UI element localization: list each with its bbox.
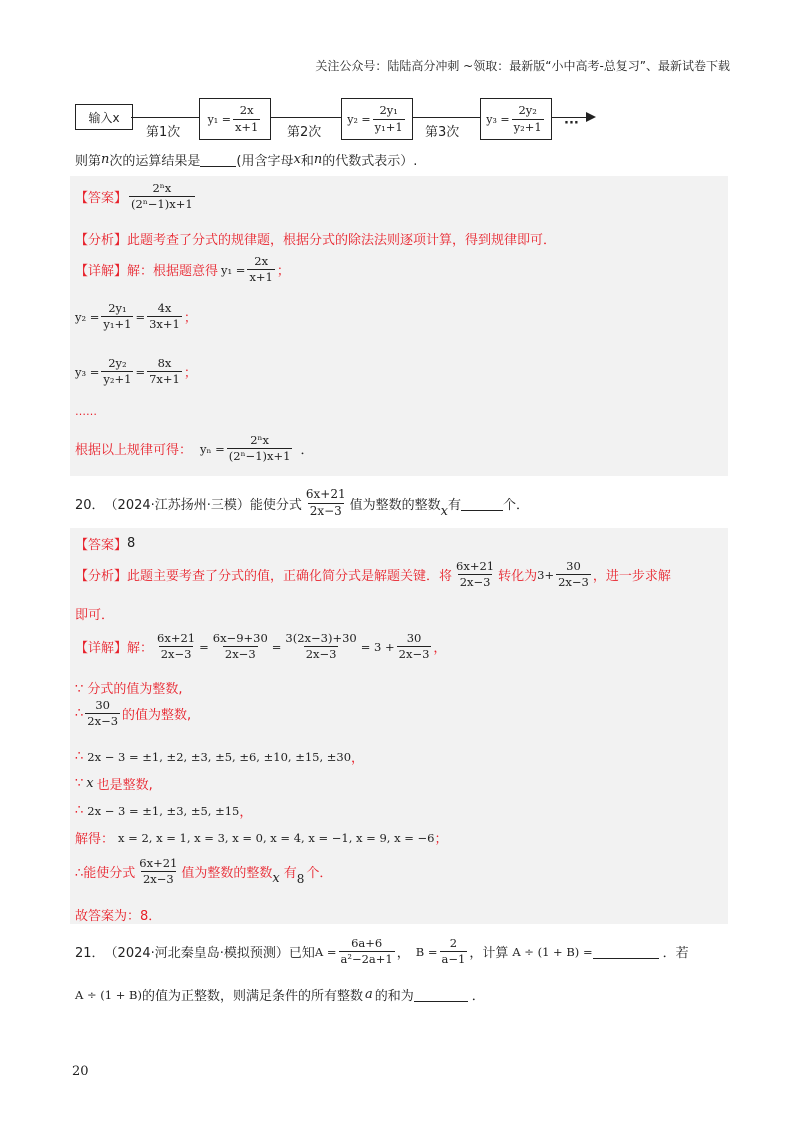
q21-mid: ，计算 bbox=[469, 946, 509, 962]
step-label-3: 第3次 bbox=[425, 125, 460, 140]
q20-question bbox=[75, 488, 529, 519]
q20-tail-b: 有 bbox=[448, 497, 462, 513]
d-num1: 6x+21 bbox=[157, 631, 196, 645]
q19-var-x: x bbox=[293, 152, 301, 167]
d-eq3: = 3 + bbox=[360, 639, 395, 654]
answer-blank[interactable] bbox=[200, 152, 236, 167]
y3-equation bbox=[75, 357, 197, 386]
box3-num: 2y₂ bbox=[518, 103, 537, 118]
d-eq2: = bbox=[271, 639, 282, 654]
l7-den: 2x−3 bbox=[142, 872, 174, 887]
q21-var-a: a bbox=[364, 987, 373, 1002]
d-num4: 30 bbox=[406, 631, 422, 645]
y3-den2: 7x+1 bbox=[149, 372, 180, 387]
d-den2: 2x−3 bbox=[224, 647, 256, 662]
q21-line2-expr: A ÷ (1 + B) bbox=[75, 987, 142, 1002]
answer-blank[interactable] bbox=[414, 987, 468, 1002]
q21-b-den: a−1 bbox=[441, 952, 466, 967]
q21-expr: A ÷ (1 + B) = bbox=[512, 944, 593, 959]
q21-line2-end: ． bbox=[471, 989, 485, 1004]
q21-source: （2024·河北秦皇岛·模拟预测）已知 bbox=[104, 946, 315, 962]
q20-num: 6x+21 bbox=[305, 487, 346, 501]
l4-because: ∵ bbox=[75, 776, 84, 791]
box1-lhs: y₁ = bbox=[207, 112, 231, 126]
y2-den1: y₁+1 bbox=[103, 317, 132, 332]
d-den3: 2x−3 bbox=[305, 647, 337, 662]
d-eq1: = bbox=[199, 639, 209, 654]
page-header: 关注公众号：陆陆高分冲刺 ~领取：最新版“小中高考-总复习”、最新试卷下载 bbox=[315, 59, 730, 73]
q20-source: （2024·江苏扬州·三模）能使分式 bbox=[104, 497, 302, 513]
q20-var-x: x bbox=[440, 503, 448, 519]
q20-tail-c: 个． bbox=[503, 497, 530, 513]
y2-eq: = bbox=[135, 309, 146, 324]
q20-den: 2x−3 bbox=[309, 503, 342, 518]
q21-b-num: 2 bbox=[449, 936, 458, 950]
box2-lhs: y₂ = bbox=[347, 112, 371, 126]
analysis-num1: 6x+21 bbox=[456, 559, 495, 573]
q19-question-tail bbox=[75, 150, 417, 169]
analysis-den2: 2x−3 bbox=[558, 575, 589, 590]
flow-box-3 bbox=[480, 98, 552, 140]
l6-label: 解得： bbox=[75, 832, 115, 847]
box1-den: x+1 bbox=[234, 119, 259, 134]
l5-math: 2x − 3 = ±1, ±3, ±5, ±15 bbox=[87, 803, 240, 818]
detail-intro: 解：根据题意得 bbox=[127, 264, 219, 280]
l5-therefore: ∴ bbox=[75, 803, 84, 818]
q21-line2-a: 的值为正整数，则满足条件的所有整数 bbox=[141, 989, 363, 1004]
a20-line6 bbox=[75, 828, 447, 847]
a19-num: 2ⁿx bbox=[152, 181, 172, 195]
a20-detail bbox=[75, 632, 446, 661]
a20-line1: ∵ 分式的值为整数, bbox=[75, 682, 183, 697]
y3-num2: 8x bbox=[157, 356, 172, 370]
q21-question-line1 bbox=[75, 937, 689, 966]
detail-label: 【详解】 bbox=[75, 641, 128, 657]
q19-text-a: 则第 bbox=[75, 154, 102, 169]
analysis-den1: 2x−3 bbox=[459, 575, 491, 590]
answer-label: 【答案】 bbox=[75, 538, 128, 553]
l7-text-d: 个． bbox=[306, 866, 333, 882]
q21-a-num: 6a+6 bbox=[351, 936, 383, 950]
flow-ellipsis: ··· bbox=[564, 116, 579, 131]
answer-blank[interactable] bbox=[461, 496, 503, 511]
rule-text: 根据以上规律可得： bbox=[75, 443, 193, 459]
answer-value: 8 bbox=[127, 536, 136, 551]
d-den1: 2x−3 bbox=[160, 647, 192, 662]
analysis-text-c: ，进一步求解 bbox=[592, 569, 671, 585]
l2-therefore: ∴ bbox=[75, 706, 84, 722]
a20-line4 bbox=[75, 774, 153, 793]
q21-b-lhs: B = bbox=[415, 944, 438, 959]
q19-var-n2: n bbox=[313, 152, 323, 167]
q21-tail: ．若 bbox=[662, 946, 689, 962]
q21-a-den: a²−2a+1 bbox=[340, 952, 393, 967]
a19-dots: …… bbox=[75, 405, 97, 418]
a20-line3 bbox=[75, 747, 364, 766]
detail-label: 【详解】 bbox=[75, 264, 128, 280]
analysis-text: 此题考查了分式的规律题，根据分式的除法法则逐项计算，得到规律即可． bbox=[127, 233, 557, 248]
l2-den: 2x−3 bbox=[87, 714, 119, 729]
a20-line7 bbox=[75, 857, 332, 886]
box3-lhs: y₃ = bbox=[486, 112, 510, 126]
analysis-num2: 30 bbox=[566, 559, 581, 573]
q21-number: 21． bbox=[75, 946, 105, 962]
box1-num: 2x bbox=[239, 103, 254, 118]
q21-comma: ， bbox=[396, 946, 410, 962]
q20-tail-a: 值为整数的整数 bbox=[349, 497, 441, 513]
y1-den: x+1 bbox=[249, 270, 273, 285]
flow-arrowhead bbox=[586, 112, 596, 122]
y1-semicolon: ； bbox=[276, 264, 290, 280]
q19-text-b: 次的运算结果是 bbox=[109, 154, 201, 169]
a19-den: (2ⁿ−1)x+1 bbox=[131, 197, 193, 212]
l6-math: x = 2, x = 1, x = 3, x = 0, x = 4, x = −1, x = 9, x = −6 bbox=[118, 830, 435, 845]
flow-box-1 bbox=[199, 98, 271, 140]
yn-num: 2ⁿx bbox=[250, 433, 269, 447]
d-den4: 2x−3 bbox=[398, 647, 430, 662]
y2-num1: 2y₁ bbox=[108, 301, 127, 315]
a19-answer bbox=[75, 182, 197, 211]
d-end: ， bbox=[433, 641, 447, 657]
analysis-label: 【分析】 bbox=[75, 233, 128, 248]
a19-analysis bbox=[75, 229, 556, 248]
step-label-1: 第1次 bbox=[146, 125, 181, 140]
y2-semicolon: ； bbox=[183, 311, 197, 327]
analysis-text-a: 此题主要考查了分式的值，正确化简分式是解题关键．将 bbox=[127, 569, 453, 585]
l2-text: 的值为整数, bbox=[122, 708, 192, 724]
a20-line2 bbox=[75, 699, 191, 728]
y2-num2: 4x bbox=[157, 301, 172, 315]
a19-detail bbox=[75, 255, 290, 284]
q21-a-lhs: A = bbox=[314, 944, 337, 959]
q19-text-c: (用含字母 bbox=[236, 154, 294, 169]
flow-box-2 bbox=[341, 98, 413, 140]
l7-var-x: x bbox=[272, 871, 280, 887]
q21-question-line2 bbox=[75, 985, 485, 1004]
y3-lhs: y₃ = bbox=[75, 364, 100, 379]
y2-equation bbox=[75, 302, 197, 331]
a19-rule bbox=[75, 434, 313, 463]
analysis-label: 【分析】 bbox=[75, 569, 128, 585]
l7-text-c: 有 bbox=[283, 866, 297, 882]
l3-therefore: ∴ bbox=[75, 749, 84, 764]
y2-den2: 3x+1 bbox=[149, 317, 180, 332]
page-number: 20 bbox=[72, 1064, 89, 1079]
y1-lhs: y₁ = bbox=[221, 262, 246, 277]
q20-number: 20． bbox=[75, 497, 105, 513]
y3-semicolon: ； bbox=[183, 366, 197, 382]
a20-answer bbox=[75, 534, 135, 553]
d-num3: 3(2x−3)+30 bbox=[285, 631, 357, 645]
y2-lhs: y₂ = bbox=[75, 309, 100, 324]
yn-period: ． bbox=[300, 443, 314, 459]
analysis-three: 3+ bbox=[537, 567, 555, 582]
l3-end: ， bbox=[351, 751, 365, 766]
yn-lhs: yₙ = bbox=[200, 441, 225, 456]
box2-num: 2y₁ bbox=[379, 103, 398, 118]
l4-var-x: x bbox=[86, 776, 94, 791]
box3-den: y₂+1 bbox=[513, 119, 542, 134]
l7-text-b: 值为整数的整数 bbox=[181, 866, 273, 882]
yn-den: (2ⁿ−1)x+1 bbox=[228, 449, 291, 464]
y3-num1: 2y₂ bbox=[108, 356, 127, 370]
a20-final: 故答案为：8． bbox=[75, 909, 162, 924]
l4-text: 也是整数, bbox=[96, 778, 153, 793]
l7-num: 6x+21 bbox=[139, 856, 178, 870]
answer-blank[interactable] bbox=[593, 944, 659, 959]
q21-line2-b: 的和为 bbox=[374, 989, 414, 1004]
a20-analysis-cont: 即可． bbox=[75, 608, 115, 623]
y1-num: 2x bbox=[254, 254, 269, 268]
answer-label: 【答案】 bbox=[75, 191, 128, 207]
y3-eq: = bbox=[135, 364, 146, 379]
l7-count: 8 bbox=[296, 871, 305, 886]
step-label-2: 第2次 bbox=[287, 125, 322, 140]
l2-num: 30 bbox=[95, 698, 110, 712]
detail-intro: 解： bbox=[127, 641, 154, 657]
analysis-text-b: 转化为 bbox=[498, 569, 538, 585]
q19-text-e: 的代数式表示）. bbox=[322, 154, 418, 169]
a20-line5 bbox=[75, 801, 252, 820]
y3-den1: y₂+1 bbox=[103, 372, 132, 387]
a20-analysis bbox=[75, 560, 671, 589]
box2-den: y₁+1 bbox=[374, 119, 403, 134]
q19-var-n: n bbox=[101, 152, 110, 167]
l7-text-a: ∴能使分式 bbox=[75, 866, 136, 882]
l3-math: 2x − 3 = ±1, ±2, ±3, ±5, ±6, ±10, ±15, ±30 bbox=[87, 749, 352, 764]
d-num2: 6x−9+30 bbox=[212, 631, 268, 645]
l5-end: ， bbox=[239, 805, 253, 820]
l6-end: ； bbox=[434, 832, 448, 847]
q19-text-d: 和 bbox=[300, 154, 314, 169]
input-box: 输入x bbox=[75, 104, 133, 130]
